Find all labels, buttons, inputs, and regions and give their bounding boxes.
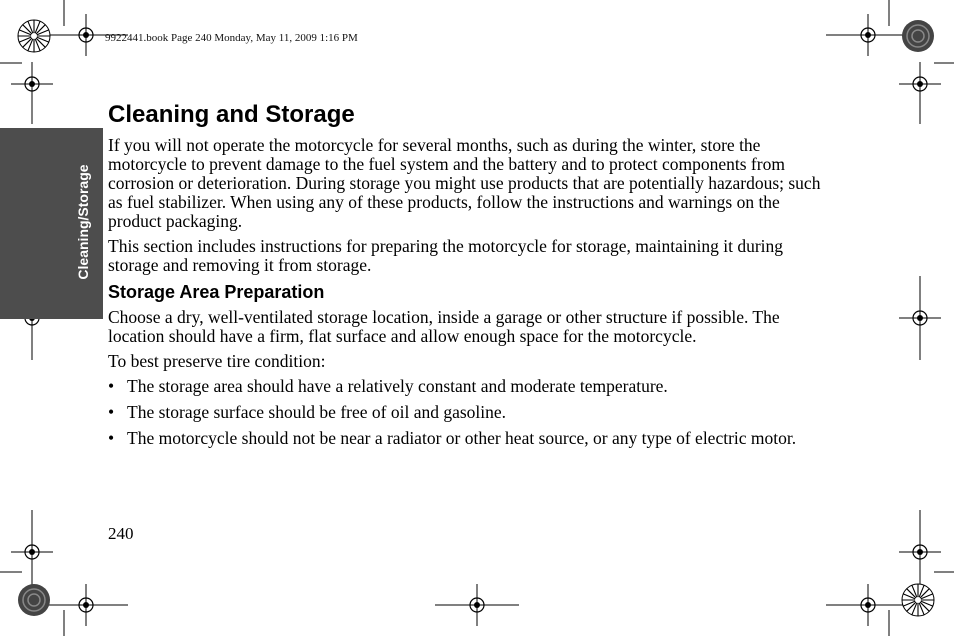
bullet-marker: • [108, 376, 115, 396]
list-item-text: The storage area should have a relatively constant and moderate temperature. [127, 376, 668, 396]
bullet-marker: • [108, 402, 115, 422]
page-title: Cleaning and Storage [108, 101, 355, 128]
intro-paragraph: If you will not operate the motorcycle for several months, such as during the winter, store the motorcycle to prevent damage to the fuel system and the battery and to protect components from corrosion or deterioration. During storage you might use products that are potentially hazardous; such as fuel stabilizer. When using any of these products, follow the instructions and warnings on the product packaging. [108, 135, 821, 231]
list-item-text: The storage surface should be free of oil and gasoline. [127, 402, 507, 422]
intro-paragraph: This section includes instructions for preparing the motorcycle for storage, maintaining it during storage and removing it from storage. [108, 236, 784, 275]
tire-condition-list [108, 377, 833, 448]
main-content [108, 100, 833, 455]
bullet-marker: • [108, 428, 115, 448]
section-heading: Storage Area Preparation [108, 282, 325, 302]
list-item [108, 377, 833, 396]
list-item [108, 403, 833, 422]
print-header: 9922441.book Page 240 Monday, May 11, 2009 1:16 PM [105, 32, 358, 44]
list-item-text: The motorcycle should not be near a radiator or other heat source, or any type of electric motor. [127, 428, 797, 448]
section-paragraph: Choose a dry, well-ventilated storage location, inside a garage or other structure if possible. The location should have a firm, flat surface and allow enough space for the motorcycle. [108, 307, 780, 346]
section-paragraph: To best preserve tire condition: [108, 351, 326, 371]
page-number: 240 [108, 524, 134, 543]
list-item [108, 429, 833, 448]
chapter-side-tab-label: Cleaning/Storage [75, 164, 91, 280]
